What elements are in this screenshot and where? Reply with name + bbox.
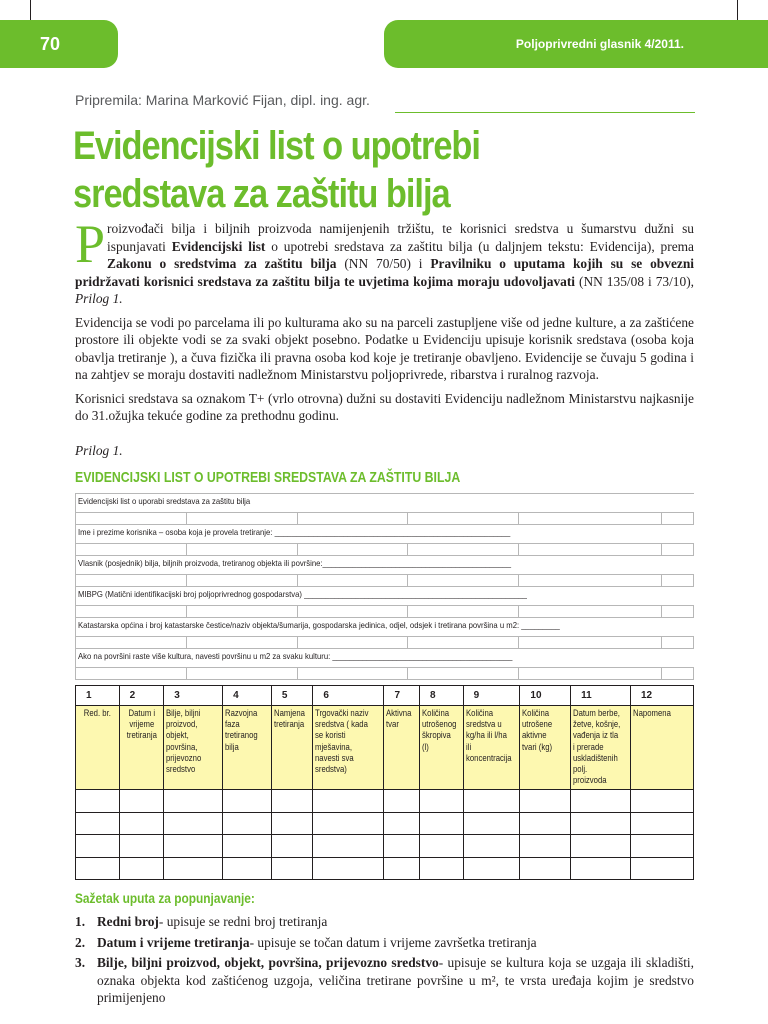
form-title: EVIDENCIJSKI LIST O UPOTREBI SREDSTAVA ZA ZAŠTITU BILJA — [75, 469, 461, 486]
list-item: 3. Bilje, biljni proizvod, objekt, površina, prijevozno sredstvo- upisuje se kultura koja se uzgaja ili skladišti, oznaka objekta kod zaštićenog uzgoja, veličina tretirane površine u m², te vrsta uređaja kojim je sredstvo primijenjeno — [75, 955, 694, 1005]
table-row — [76, 857, 694, 880]
term-zakon: Zakonu o sredstvima za zaštitu bilja — [107, 256, 337, 271]
record-table — [75, 685, 694, 880]
paragraph-korisnici: Korisnici sredstava sa oznakom T+ (vrlo otrovna) dužni su dostaviti Evidenciju nadležnom Ministarstvu najkasnije do 31.ožujka tekuće godine za prethodnu godinu. — [75, 390, 694, 423]
column-number: 7 — [384, 686, 420, 706]
column-header: Namjena tretiranja — [271, 706, 313, 790]
column-number: 4 — [223, 686, 272, 706]
list-item: 2. Datum i vrijeme tretiranja- upisuje se točan datum i vrijeme završetka tretiranja — [75, 934, 537, 950]
column-header: Red. br. — [76, 706, 120, 790]
column-header: Trgovački naziv sredstva ( kada se koristi mješavina, navesti sva sredstva) — [313, 706, 384, 790]
paragraph-intro: Proizvođači bilja i biljnih proizvoda namijenjenih tržištu, te korisnici sredstva u šumarstvu dužni su ispunjavati Evidencijski list o upotrebi sredstava za zaštitu bilja (u daljnjem tekstu: Evidencija), prema Zakonu o sredstvima za zaštitu bilja (NN 70/50) i Pravilniku o uputama kojih su se obvezni pridržavati korisnici sredstava za zaštitu bilja te uvjetima kojima moraju udovoljavati (NN 135/08 i 73/10), Prilog 1. — [75, 214, 695, 306]
form-field-label: Ime i prezime korisnika – osoba koja je provela tretiranje: _______________________________________________________ — [76, 525, 694, 544]
form-fields-grid — [75, 493, 694, 680]
column-header: Datum i vrijeme tretiranja — [119, 706, 164, 790]
table-row — [76, 812, 694, 835]
article-body — [75, 214, 695, 431]
form-field-label: Ako na površini raste više kultura, navesti površinu u m2 za svaku kulturu: __________________________________________ — [76, 649, 694, 668]
crop-mark — [30, 0, 31, 22]
column-number-row — [76, 686, 694, 706]
column-number: 8 — [419, 686, 463, 706]
crop-mark — [737, 0, 738, 22]
column-number: 12 — [630, 686, 693, 706]
column-number: 2 — [119, 686, 164, 706]
form-field-label: Vlasnik (posjednik) bilja, biljnih proizvoda, tretiranog objekta ili površine:____________________________________________ — [76, 556, 694, 575]
column-header: Aktivna tvar — [384, 706, 420, 790]
article-title — [73, 122, 606, 218]
drop-cap: P — [75, 214, 106, 274]
column-header: Količina utrošenog škropiva (l) — [419, 706, 463, 790]
column-number: 10 — [520, 686, 571, 706]
column-header: Razvojna faza tretiranog bilja — [223, 706, 272, 790]
column-number: 6 — [313, 686, 384, 706]
term-evidencijski-list: Evidencijski list — [171, 238, 266, 254]
column-number: 1 — [76, 686, 120, 706]
form-field-label: MIBPG (Matični identifikacijski broj poljoprivrednog gospodarstva) ____________________________________________________ — [76, 587, 694, 606]
column-header: Količina utrošene aktivne tvari (kg) — [520, 706, 571, 790]
paragraph-evidencija: Evidencija se vodi po parcelama ili po kulturama ako su na parceli zastupljene više od jedne kulture, a za zaštićene prostore ili objekte vodi se za svaki objekt posebno. Podatke u Evidenciju upisuje korisnik sredstava (osoba koja obavlja tretiranje ), a čuva fizička ili pravna osoba kod koje je tretiranje obavljeno. Evidencije se čuvaju 5 godina i na zahtjev se moraju dostaviti nadležnom Ministarstvu poljoprivrede, ribarstva i ruralnog razvoja. — [75, 314, 694, 382]
column-header: Bilje, biljni proizvod, objekt, površina, prijevozno sredstvo — [164, 706, 223, 790]
list-item: 1. Redni broj- upisuje se redni broj tretiranja — [75, 914, 328, 929]
table-row — [76, 835, 694, 858]
term-pravilnik: Pravilniku o uputama kojih su se obvezni pridržavati korisnici sredstava za zaštitu bilja te uvjetima kojima moraju udovoljavati — [75, 256, 694, 289]
table-row — [76, 790, 694, 813]
prilog-label: Prilog 1. — [75, 443, 123, 458]
column-header: Datum berbe, žetve, košnje, vađenja iz tla i prerade uskladištenih polj. proizvoda — [571, 706, 631, 790]
column-number: 9 — [463, 686, 520, 706]
instructions-title: Sažetak uputa za popunjavanje: — [75, 890, 255, 906]
header-rule — [395, 112, 695, 113]
column-header: Količina sredstva u kg/ha ili l/ha ili koncentracija — [463, 706, 520, 790]
journal-title: Poljoprivredni glasnik 4/2011. — [515, 37, 684, 51]
form-field-label: Katastarska općina i broj katastarske čestice/naziv objekta/šumarija, gospodarska jedinica, odjel, odsjek i tretirana površina u m2: _________ — [76, 618, 694, 637]
instructions-list — [75, 913, 694, 1010]
column-header: Napomena — [630, 706, 693, 790]
prilog-reference: Prilog 1. — [75, 291, 123, 306]
author-line: Pripremila: Marina Marković Fijan, dipl. ing. agr. — [75, 92, 370, 108]
column-number: 3 — [164, 686, 223, 706]
column-number: 5 — [271, 686, 313, 706]
title-line-2: sredstava za zaštitu bilja — [73, 172, 450, 216]
column-number: 11 — [571, 686, 631, 706]
form-field-label: Evidencijski list o uporabi sredstava za zaštitu bilja — [76, 494, 694, 513]
column-header-row — [76, 706, 694, 790]
page-number: 70 — [39, 34, 61, 54]
title-line-1: Evidencijski list o upotrebi — [73, 124, 480, 168]
